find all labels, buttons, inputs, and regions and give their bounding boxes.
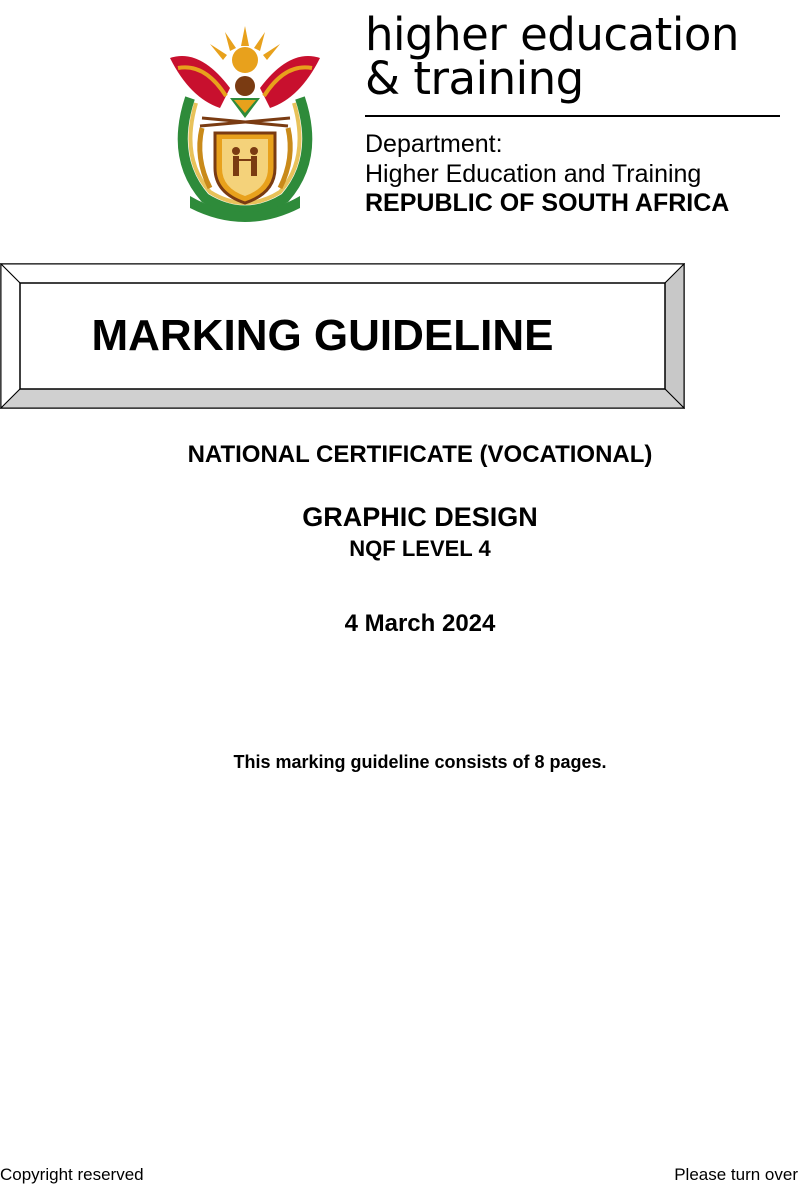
footer-copyright: Copyright reserved [0,1165,144,1184]
department-name: Higher Education and Training [365,160,702,188]
brand-line-1: higher education [365,8,739,61]
department-header [365,8,785,217]
exam-date: 4 March 2024 [344,610,496,637]
document-title: MARKING GUIDELINE [91,311,554,360]
brand-line-2: & training [365,52,584,105]
page-count-note: This marking guideline consists of 8 pages. [233,752,607,772]
country-name: REPUBLIC OF SOUTH AFRICA [365,189,730,217]
certificate-name: NATIONAL CERTIFICATE (VOCATIONAL) [187,441,653,468]
department-label: Department: [365,130,503,158]
footer-turn-over: Please turn over [674,1165,798,1184]
coat-of-arms-logo [160,18,330,223]
nqf-level: NQF LEVEL 4 [349,536,491,561]
header-divider [365,115,780,117]
subject-name: GRAPHIC DESIGN [302,502,538,532]
